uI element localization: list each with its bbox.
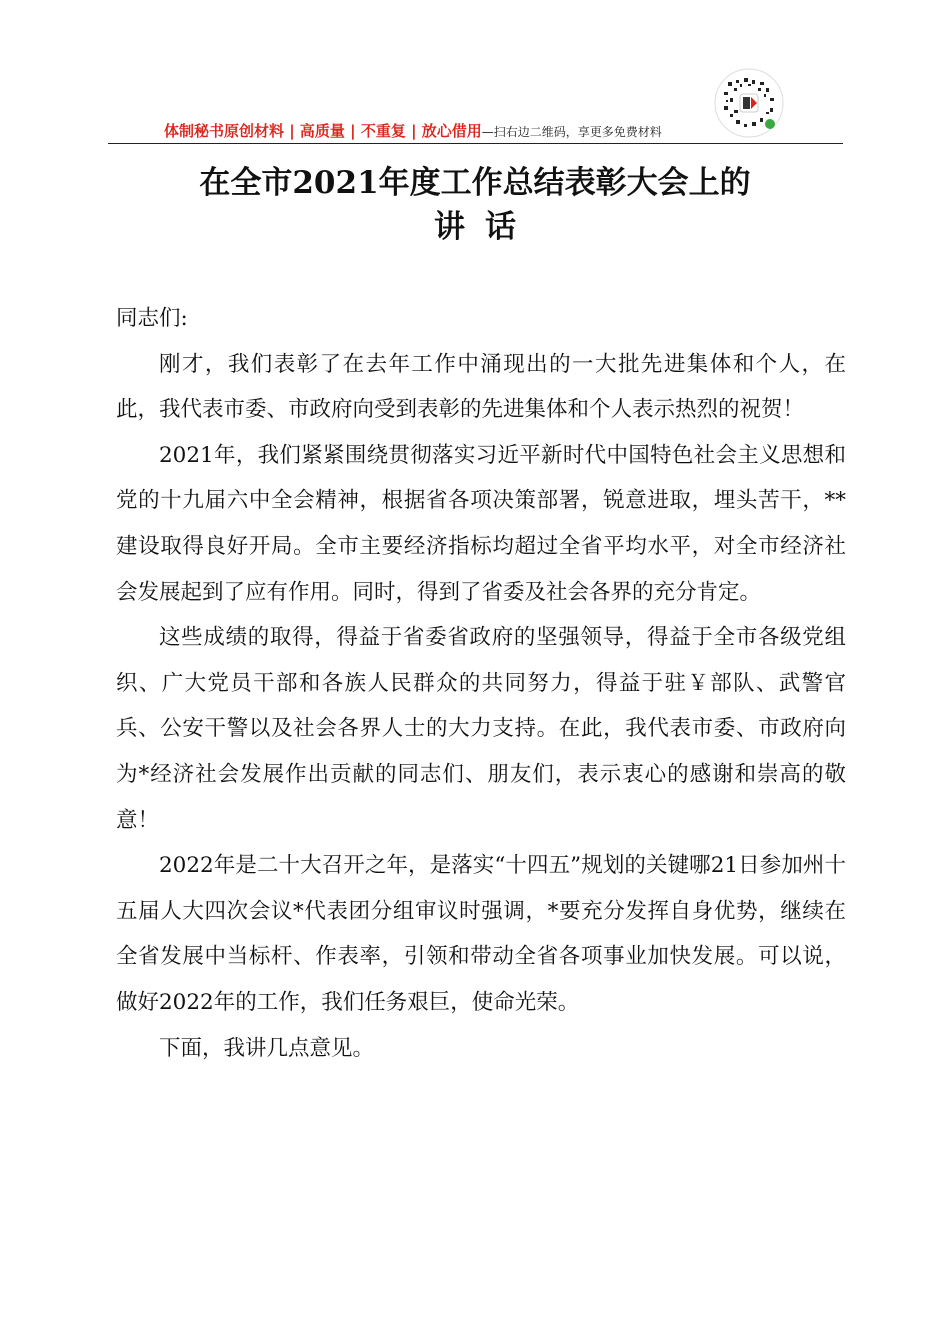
document-title-line2: 讲话 [434,209,536,245]
document-title-line1: 在全市2021年度工作总结表彰大会上的 [199,165,751,201]
paragraph: 2022年是二十大召开之年，是落实“十四五”规划的关键哪21日参加州十五届人大四次会议*代表团分组审议时强调，*要充分发挥自身优势，继续在全省发展中当标杆、作表率，引领和带动全省各项事业加快发展。可以说，做好2022年的工作，我们任务艰巨，使命光荣。 [116,853,846,1015]
banner-gray-text: —扫右边二维码，享更多免费材料 [481,125,662,139]
paragraph: 下面，我讲几点意见。 [159,1035,375,1061]
paragraph: 刚才，我们表彰了在去年工作中涌现出的一大批先进集体和个人，在此，我代表市委、市政府向受到表彰的先进集体和个人表示热烈的祝贺！ [116,351,846,423]
promo-banner [164,120,662,141]
paragraph: 2021年，我们紧紧围绕贯彻落实习近平新时代中国特色社会主义思想和党的十九届六中全会精神，根据省各项决策部署，锐意进取，埋头苦干，**建设取得良好开局。全市主要经济指标均超过全省平均水平，对全市经济社会发展起到了应有作用。同时，得到了省委及社会各界的充分肯定。 [116,442,846,605]
header-rule [108,143,843,144]
banner-red-text: 体制秘书原创材料 | 高质量 | 不重复 | 放心借用 [164,122,482,140]
qr-code-icon[interactable] [714,68,784,138]
document-body [116,296,846,1071]
paragraph: 这些成绩的取得，得益于省委省政府的坚强领导，得益于全市各级党组织、广大党员干部和各族人民群众的共同努力，得益于驻￥部队、武警官兵、公安干警以及社会各界人士的大力支持。在此，我代表市委、市政府向为*经济社会发展作出贡献的同志们、朋友们，表示衷心的感谢和崇高的敬意！ [116,625,846,833]
salutation: 同志们: [116,306,188,331]
